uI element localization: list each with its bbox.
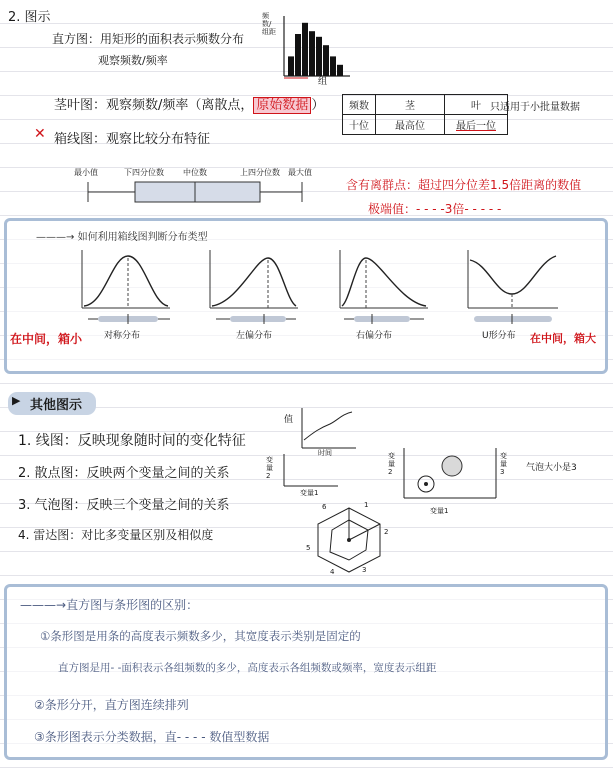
left-skew-curve xyxy=(210,250,298,324)
bubble-note: 气泡大小是3 xyxy=(526,463,577,473)
item-scatter: 2. 散点图：反映两个变量之间的关系 xyxy=(18,466,230,481)
stem-leaf-line xyxy=(54,94,324,113)
stem-leaf-side-note: 只适用于小批量数据 xyxy=(490,102,580,113)
arrow-icon: ———→ xyxy=(36,232,75,243)
comparison-point3: ③条形图表示分类数据，直- - - - 数值型数据 xyxy=(34,730,270,744)
stem-leaf-table xyxy=(342,94,508,135)
left-note: 在中间，箱小 xyxy=(10,332,83,346)
stem-header-stem: 茎 xyxy=(376,95,445,115)
caption-left-skew: 左偏分布 xyxy=(236,331,273,341)
stem-cell-last: 最后一位 xyxy=(445,115,508,135)
histogram-bar xyxy=(323,45,329,76)
radar-sketch xyxy=(306,500,392,576)
caption-symmetric: 对称分布 xyxy=(104,331,141,341)
box-label-q1: 下四分位数 xyxy=(124,168,164,177)
box-label-min: 最小值 xyxy=(74,168,98,177)
symmetric-curve xyxy=(82,250,170,324)
stem-header-freq: 频数 xyxy=(343,95,376,115)
line-chart-y-label: 值 xyxy=(284,415,294,425)
scatter-x-label: 变量1 xyxy=(300,489,319,497)
bubble-x-label: 变量1 xyxy=(430,507,449,515)
comparison-point1b: 直方图是用- -面积表示各组频数的多少，高度表示各组频数或频率，宽度表示组距 xyxy=(58,662,437,674)
histogram-bar xyxy=(295,34,301,76)
section-title: 2. 图示 xyxy=(8,10,51,25)
u-shape-curve xyxy=(468,250,558,324)
comparison-heading-text: 直方图与条形图的区别： xyxy=(66,598,199,612)
stem-leaf-text: 茎叶图：观察频数/频率（离散点， xyxy=(54,98,254,113)
radar-label-1: 1 xyxy=(364,501,369,509)
histogram-line1: 直方图：用矩形的面积表示频数分布 xyxy=(52,32,245,46)
stem-cell-tens: 十位 xyxy=(343,115,376,135)
item-bubble: 3. 气泡图：反映三个变量之间的关系 xyxy=(18,498,230,513)
outlier-note-1: 含有离群点：超过四分位差1.5倍距离的数值 xyxy=(346,178,582,192)
other-charts-badge-text: 其他图示 xyxy=(30,398,83,413)
radar-label-5: 5 xyxy=(306,544,311,552)
stem-cell-highest: 最高位 xyxy=(376,115,445,135)
other-charts-badge xyxy=(8,392,96,415)
box-label-q3: 上四分位数 xyxy=(240,168,280,177)
bubble-sketch xyxy=(398,444,502,504)
histogram-bar xyxy=(330,56,336,76)
item-radar: 4. 雷达图：对比多变量区别及相似度 xyxy=(18,528,214,542)
line-chart-sketch xyxy=(296,404,360,454)
box-plot-line: 箱线图：观察比较分布特征 xyxy=(54,132,211,147)
radar-label-3: 3 xyxy=(362,566,367,574)
stem-leaf-close: ） xyxy=(311,98,325,113)
right-note: 在中间，箱大 xyxy=(530,332,596,345)
box-plot-sketch xyxy=(80,178,310,208)
line-chart-x-label: 时间 xyxy=(318,449,332,457)
histogram-bar xyxy=(316,37,322,76)
scatter-y-label: 变量2 xyxy=(266,456,273,480)
histogram-y-label: 频数/组距 xyxy=(262,12,276,36)
radar-label-4: 4 xyxy=(330,568,335,576)
comparison-point2: ②条形分开，直方图连续排列 xyxy=(34,698,189,712)
outlier-note-2: 极端值：- - - -3倍- - - - - xyxy=(368,202,502,216)
distribution-heading-text: 如何利用箱线图判断分布类型 xyxy=(77,232,208,243)
arrow-icon: ———→ xyxy=(20,598,67,612)
scatter-sketch xyxy=(278,452,342,492)
comparison-heading xyxy=(20,596,198,613)
histogram-bar xyxy=(337,65,343,76)
right-skew-curve xyxy=(340,250,428,324)
histogram-line2: 观察频数/频率 xyxy=(98,54,168,67)
raw-data-highlight: 原始数据 xyxy=(253,97,311,114)
stem-header-leaf: 叶 xyxy=(445,95,508,115)
box-label-median: 中位数 xyxy=(183,168,207,177)
histogram-sketch xyxy=(262,8,362,88)
caption-u-shape: U形分布 xyxy=(482,331,516,341)
histogram-bars xyxy=(288,23,343,76)
histogram-bar xyxy=(288,56,294,76)
radar-label-6: 6 xyxy=(322,503,327,511)
caption-right-skew: 右偏分布 xyxy=(356,331,393,341)
play-icon: ▶ xyxy=(12,394,21,407)
histogram-bar xyxy=(309,31,315,76)
star-mark-icon: ✕ xyxy=(34,126,46,142)
histogram-x-label: 组 xyxy=(318,77,328,87)
bubble-y2-label: 变量3 xyxy=(500,452,507,476)
box-label-max: 最大值 xyxy=(288,168,312,177)
radar-label-2: 2 xyxy=(384,528,389,536)
comparison-point1a: ①条形图是用条的高度表示频数多少，其宽度表示类别是固定的 xyxy=(40,629,361,643)
item-line-chart: 1. 线图：反映现象随时间的变化特征 xyxy=(18,433,246,449)
histogram-bar xyxy=(302,23,308,76)
bubble-y1-label: 变量2 xyxy=(388,452,395,476)
